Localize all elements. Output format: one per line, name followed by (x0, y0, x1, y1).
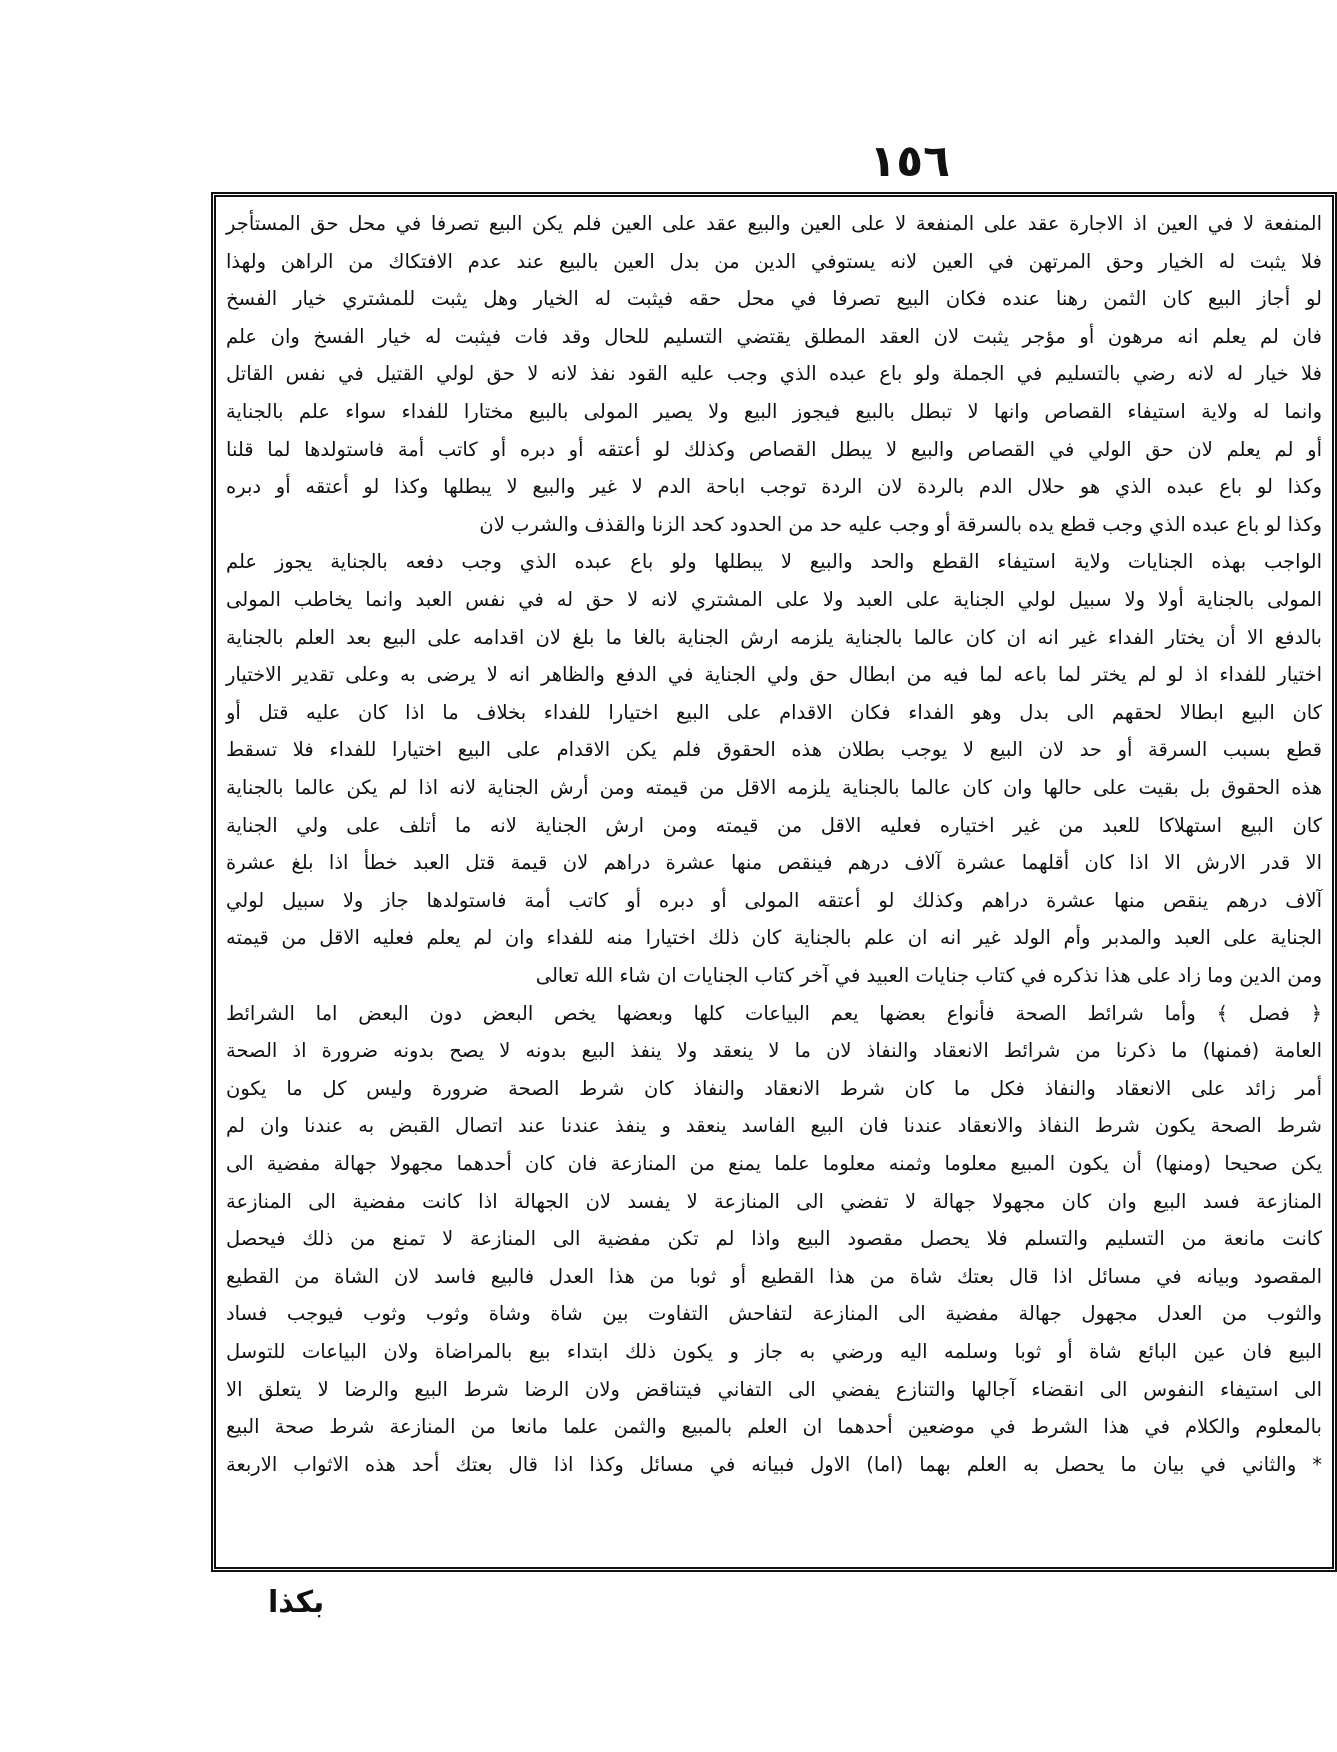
text-line: كان البيع ابطالا لحقهم الى بدل وهو الفداء فكان الاقدام على البيع اختيارا للفداء بخلاف ما اذا كان عليه قتل أو (226, 700, 1322, 724)
text-line: المنفعة لا في العين اذ الاجارة عقد على المنفعة لا على العين والبيع عقد على العين فلم يكن البيع تصرفا في محل حق المستأجر (226, 212, 1322, 235)
text-line: لو أجاز البيع كان الثمن رهنا عنده فكان البيع تصرفا في محل حقه فيثبت له الخيار وهل يثبت للمشتري خيار الفسخ (226, 287, 1322, 311)
text-line: المولى بالجناية أولا ولا سبيل لولي الجناية على العبد ولا على المشتري لانه لا حق له في نفس العبد وانما يخاطب المولى (226, 588, 1322, 611)
text-line: العامة (فمنها) ما ذكرنا من شرائط الانعقاد والنفاذ لان ما لا ينعقد ولا ينفذ البيع بدونه لا يصح بدونه ضرورة اذ الصحة (226, 1039, 1322, 1063)
text-line: اختيار للفداء اذ لو لم يختر لما باعه لما فيه من ابطال حق ولي الجناية في الدفع والظاهر انه لا يرضى به وعلى تقدير الاختيار (226, 663, 1322, 687)
text-line: الجناية على العبد والمدبر وأم الولد غير انه ان علم بالجناية كان ذلك اختيارا منه للفداء وان لم يعلم فعليه الاقل من قيمته (226, 926, 1322, 950)
text-line: بالدفع الا أن يختار الفداء غير انه ان كان عالما بالجناية يلزمه ارش الجناية بالغا ما بلغ لان اقدامه على البيع بعد العلم بالجناية (226, 625, 1322, 649)
text-line: الواجب بهذه الجنايات ولاية استيفاء القطع والحد والبيع لا يبطلها ولو باع عبده الذي وجب دفعه بالجناية يجوز علم (226, 550, 1322, 574)
text-line: آلاف درهم ينقص منها عشرة دراهم وكذلك لو أعتقه المولى أو دبره أو كاتب أمة فاستولدها جاز ولا سبيل لولي (226, 888, 1322, 912)
text-line: وانما له ولاية استيفاء القصاص وانها لا تبطل بالبيع فيجوز البيع ولا يصير المولى بالبيع مختارا للفداء سواء علم بالجناية (226, 400, 1322, 423)
text-line: ومن الدين وما زاد على هذا نذكره في كتاب جنايات العبيد في آخر كتاب الجنايات ان شاء الله تعالى (535, 964, 1322, 987)
text-line: وكذا لو باع عبده الذي وجب قطع يده بالسرقة أو وجب عليه حد من الحدود كحد الزنا والقذف والشرب لان (479, 512, 1322, 536)
text-line: وكذا لو باع عبده الذي هو حلال الدم بالردة لان الردة توجب اباحة الدم لا غير والبيع لا يبطلها وكذا لو أعتقه أو دبره (226, 475, 1322, 499)
text-line: * والثاني في بيان ما يحصل به العلم بهما (اما) الاول فبيانه في مسائل وكذا اذا قال بعتك أحد هذه الاثواب الاربعة (226, 1452, 1322, 1476)
text-line: يكن صحيحا (ومنها) أن يكون المبيع معلوما وثمنه معلوما علما يمنع من المنازعة فان كان أحدهما مجهولا جهالة مفضية الى (226, 1152, 1322, 1175)
text-line: فان لم يعلم انه مرهون أو مؤجر يثبت لان العقد المطلق يقتضي التسليم للحال وقد فات فيثبت له خيار الفسخ وان علم (226, 324, 1322, 348)
text-line: قطع بسبب السرقة أو حد لان البيع لا يوجب بطلان هذه الحقوق فلم يكن الاقدام على البيع اختيارا للفداء فلا تسقط (226, 738, 1322, 762)
text-line: فلا يثبت له الخيار وحق المرتهن في العين لانه يستوفي الدين من بدل العين بالبيع عند عدم الافتكاك من الراهن ولهذا (226, 249, 1322, 273)
text-line: المقصود وبيانه في مسائل اذا قال بعتك شاة من هذا القطيع أو ثوبا من هذا العدل فالبيع فاسد لان الشاة من القطيع (226, 1264, 1322, 1288)
text-line: الى استيفاء النفوس الى انقضاء آجالها والتنازع يفضي الى التفاني فيتناقض ولان الرضا شرط البيع والرضا لا يتعلق الا (226, 1377, 1322, 1401)
text-line: ﴿ فصل ﴾ وأما شرائط الصحة فأنواع بعضها يعم البياعات كلها وبعضها يخص البعض دون البعض اما الشرائط (226, 1001, 1322, 1025)
text-line: هذه الحقوق بل بقيت على حالها وان كان عالما بالجناية يلزمه الاقل من قيمته ومن أرش الجناية لانه اذا لم يكن عالما بالجناية (226, 776, 1322, 799)
text-line: الا قدر الارش الا اذا كان أقلهما عشرة آلاف درهم فينقص منها عشرة دراهم لان قيمة قتل العبد خطأ اذا بلغ عشرة (226, 851, 1322, 875)
text-line: كان البيع استهلاكا للعبد من غير اختياره فعليه الاقل من قيمته ومن ارش الجناية لانه ما أتلف على ولي الجناية (226, 813, 1322, 837)
catchword: بكذا (268, 1585, 325, 1620)
text-body (226, 205, 1322, 1559)
text-line: المنازعة فسد البيع وان كان مجهولا جهالة لا تفضي الى المنازعة لا يفسد لان الجهالة اذا كانت مفضية الى المنازعة (226, 1189, 1322, 1213)
text-line: بالمعلوم والكلام في هذا الشرط في موضعين أحدهما ان العلم بالمبيع والثمن علما مانعا من المنازعة شرط صحة البيع (226, 1415, 1322, 1439)
text-line: فلا خيار له لانه رضي بالتسليم في الجملة ولو باع عبده الذي وجب عليه القود نفذ لانه لا حق لولي القتيل في نفس القاتل (226, 362, 1322, 386)
text-line: كانت مانعة من التسليم والتسلم فلا يحصل مقصود البيع واذا لم تكن مفضية الى المنازعة لا تمنع من ذلك فيحصل (226, 1227, 1322, 1251)
text-line: البيع فان عين البائع شاة أو ثوبا وسلمه اليه ورضي به جاز و يكون ذلك ابتداء بيع بالمراضاة ولان البياعات للتوسل (226, 1340, 1322, 1363)
text-line: والثوب من العدل مجهول جهالة مفضية الى المنازعة لتفاحش التفاوت بين شاة وشاة وثوب وثوب فيوجب فساد (226, 1302, 1322, 1326)
text-line: أمر زائد على الانعقاد والنفاذ فكل ما كان شرط الانعقاد والنفاذ كان شرط الصحة ضرورة وليس كل ما يكون (226, 1076, 1322, 1100)
text-frame (211, 192, 1337, 1572)
text-line: شرط الصحة يكون شرط النفاذ والانعقاد عندنا فان البيع الفاسد ينعقد و ينفذ عندنا عند اتصال القبض به عندنا وان لم (226, 1114, 1322, 1138)
page-number: ١٥٦ (869, 136, 950, 187)
text-line: أو لم يعلم لان حق الولي في القصاص والبيع لا يبطل القصاص وكذلك لو أعتقه أو دبره أو كاتب أمة فاستولدها لما قلنا (226, 437, 1322, 461)
